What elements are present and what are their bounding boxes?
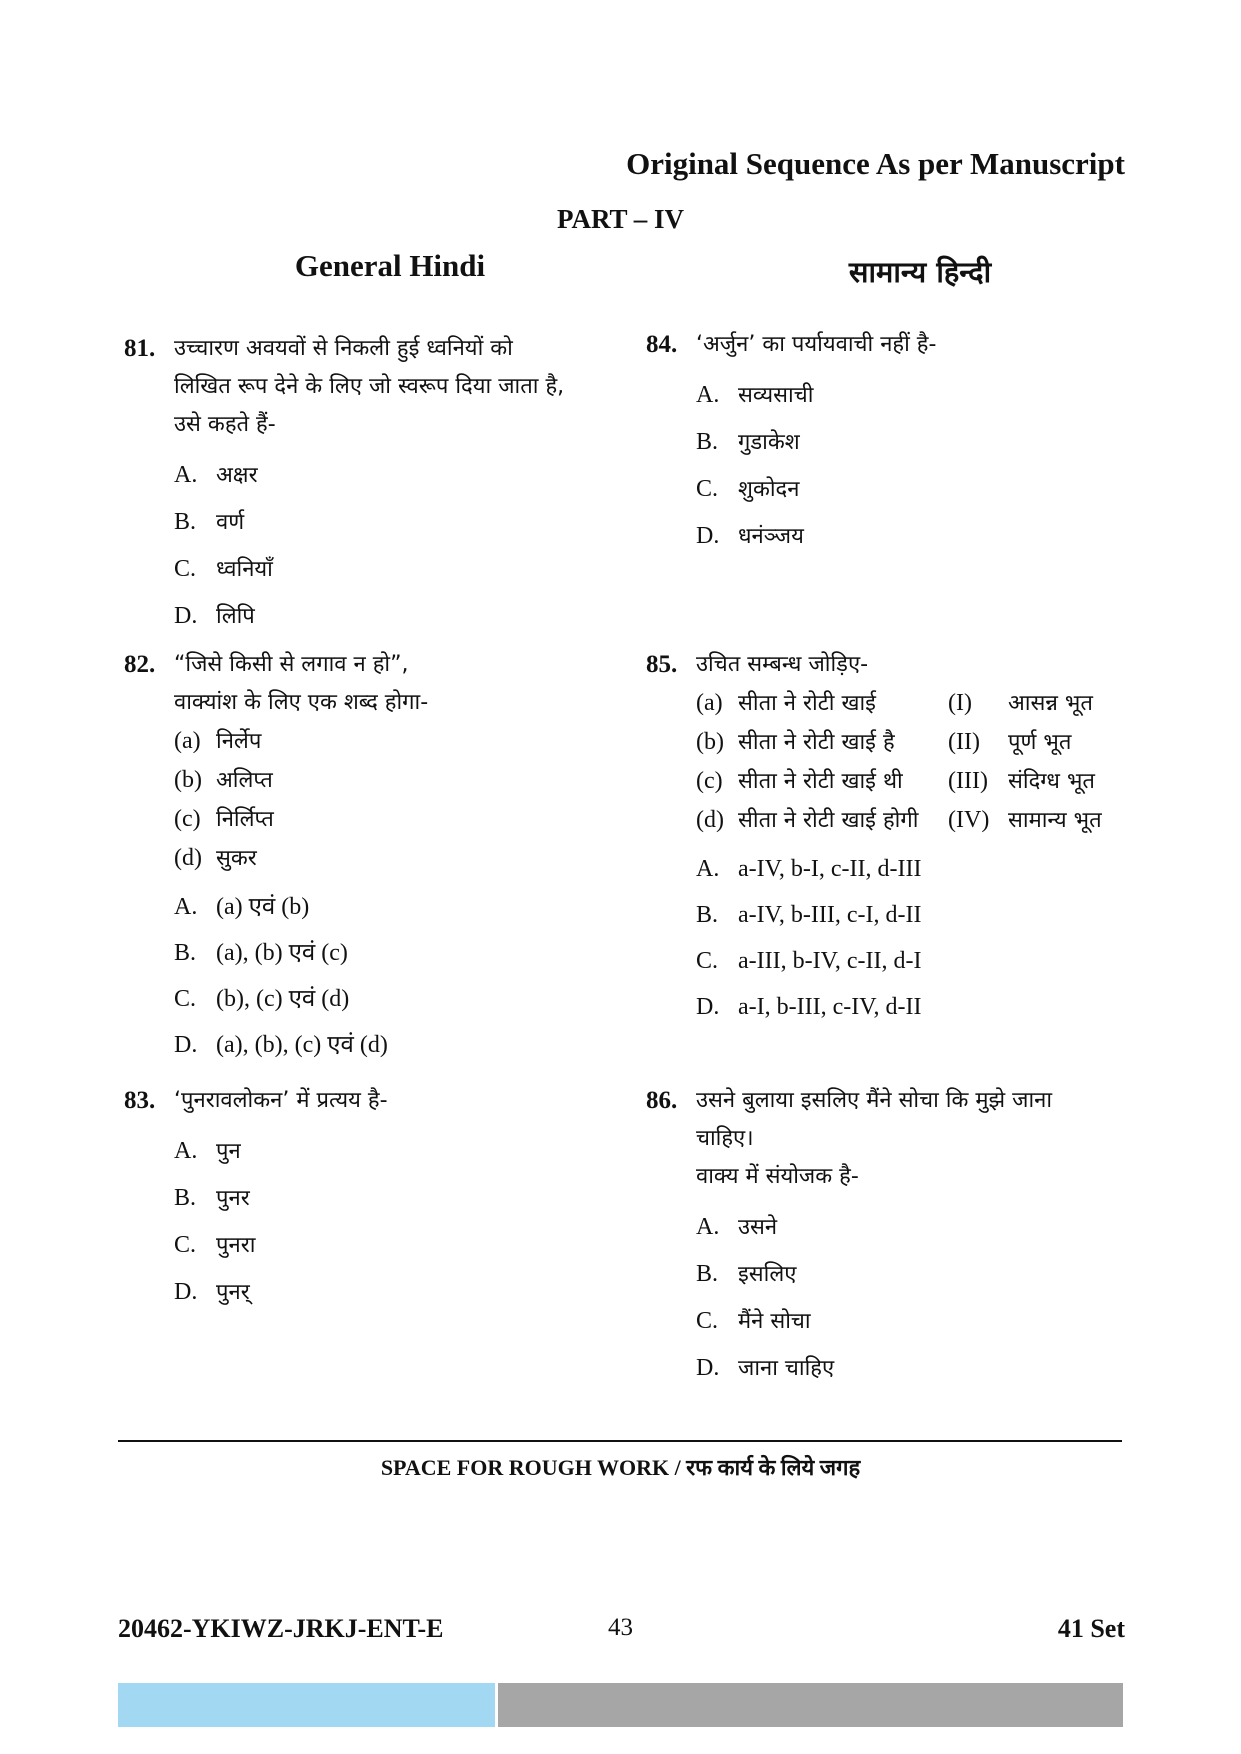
answer-option	[174, 1022, 624, 1068]
option-label: B.	[174, 509, 197, 535]
answer-option	[174, 499, 624, 546]
option-label: A.	[696, 1214, 720, 1240]
option-text: इसलिए	[738, 1262, 797, 1287]
divider-line	[118, 1440, 1122, 1442]
option-label: D.	[696, 994, 720, 1020]
option-text: पुनर्	[216, 1280, 250, 1305]
question-item	[174, 800, 624, 839]
item-text: निर्लिप्त	[216, 807, 274, 832]
question-stem-line: उचित सम्बन्ध जोड़िए-	[696, 652, 869, 677]
pair-tense: आसन्न भूत	[1008, 691, 1093, 716]
option-label: C.	[696, 948, 719, 974]
option-label: C.	[696, 1308, 719, 1334]
option-label: A.	[174, 1138, 198, 1164]
question-85	[646, 646, 1126, 1030]
pair-roman: (I)	[948, 690, 972, 716]
option-text: उसने	[738, 1215, 778, 1240]
question-number: 86.	[646, 1087, 678, 1114]
pair-sentence: सीता ने रोटी खाई है	[738, 730, 895, 755]
question-82	[124, 646, 624, 1068]
answer-option	[696, 1298, 1126, 1345]
question-stem-line: वाक्य में संयोजक है-	[696, 1164, 859, 1189]
pair-tense: संदिग्ध भूत	[1008, 769, 1095, 794]
option-label: D.	[696, 1355, 720, 1381]
question-item	[174, 839, 624, 878]
answer-option	[696, 1251, 1126, 1298]
answer-option	[696, 846, 1126, 892]
item-label: (a)	[174, 728, 201, 754]
match-pair-row	[696, 801, 1126, 840]
option-label: A.	[174, 462, 198, 488]
match-pair-row	[696, 723, 1126, 762]
answer-option	[174, 593, 624, 640]
option-label: C.	[174, 556, 197, 582]
question-stem-line: वाक्यांश के लिए एक शब्द होगा-	[174, 690, 429, 715]
question-stem-line: “जिसे किसी से लगाव न हो”,	[174, 652, 409, 677]
item-text: अलिप्त	[216, 768, 273, 793]
answer-option	[174, 976, 624, 1022]
section-title-hindi: सामान्य हिन्दी	[848, 255, 992, 289]
pair-roman: (IV)	[948, 807, 990, 833]
item-label: (c)	[174, 806, 201, 832]
question-stem-line: चाहिए।	[696, 1126, 754, 1151]
option-text: शुकोदन	[738, 477, 800, 502]
pair-label: (c)	[696, 768, 723, 794]
answer-option	[174, 1222, 624, 1269]
answer-option	[174, 1269, 624, 1316]
question-stem-line: ‘पुनरावलोकन’ में प्रत्यय है-	[174, 1088, 388, 1113]
option-text: जाना चाहिए	[738, 1356, 835, 1381]
match-pair-row	[696, 762, 1126, 801]
option-text: गुडाकेश	[738, 430, 800, 455]
answer-option	[174, 930, 624, 976]
footer-bar-gray	[498, 1683, 1123, 1727]
paper-code: 20462-YKIWZ-JRKJ-ENT-E	[118, 1614, 444, 1643]
question-stem-line: उसे कहते हैं-	[174, 412, 276, 437]
question-84	[646, 326, 1126, 560]
answer-option	[696, 984, 1126, 1030]
answer-option	[174, 1128, 624, 1175]
pair-tense: पूर्ण भूत	[1008, 730, 1072, 755]
option-label: B.	[696, 1261, 719, 1287]
option-text: वर्ण	[216, 510, 245, 535]
answer-option	[696, 1204, 1126, 1251]
footer-bar-blue	[118, 1683, 495, 1727]
option-text: a-IV, b-III, c-I, d-II	[738, 902, 922, 928]
item-text: सुकर	[216, 846, 257, 871]
item-label: (d)	[174, 845, 202, 871]
answer-option	[696, 513, 1126, 560]
option-text: लिपि	[216, 604, 255, 629]
pair-sentence: सीता ने रोटी खाई	[738, 691, 876, 716]
option-label: C.	[174, 1232, 197, 1258]
question-stem-line: लिखित रूप देने के लिए जो स्वरूप दिया जाता है,	[174, 374, 565, 399]
question-83	[124, 1082, 624, 1316]
answer-option	[174, 452, 624, 499]
answer-option	[696, 892, 1126, 938]
option-text: ध्वनियाँ	[216, 557, 273, 582]
header-title: Original Sequence As per Manuscript	[626, 146, 1125, 181]
answer-option	[696, 466, 1126, 513]
option-label: B.	[174, 940, 197, 966]
rough-work-label: SPACE FOR ROUGH WORK / रफ कार्य के लिये जगह	[380, 1455, 861, 1480]
answer-option	[696, 1345, 1126, 1392]
option-text: सव्यसाची	[738, 383, 814, 408]
option-text: (a), (b), (c) एवं (d)	[216, 1032, 388, 1058]
option-label: B.	[696, 902, 719, 928]
match-pair-row	[696, 684, 1126, 723]
option-label: D.	[174, 603, 198, 629]
pair-tense: सामान्य भूत	[1008, 808, 1102, 833]
option-text: मैंने सोचा	[738, 1309, 811, 1334]
part-heading: PART – IV	[556, 204, 685, 234]
option-text: (a) एवं (b)	[216, 894, 310, 920]
pair-label: (a)	[696, 690, 723, 716]
question-number: 84.	[646, 331, 678, 358]
question-81	[124, 330, 624, 640]
answer-option	[174, 546, 624, 593]
item-label: (b)	[174, 767, 202, 793]
option-label: B.	[696, 429, 719, 455]
option-label: A.	[174, 894, 198, 920]
pair-roman: (III)	[948, 768, 988, 794]
question-stem-line: उसने बुलाया इसलिए मैंने सोचा कि मुझे जाना	[696, 1088, 1053, 1113]
question-number: 81.	[124, 335, 156, 362]
pair-roman: (II)	[948, 729, 980, 755]
question-item	[174, 761, 624, 800]
option-label: A.	[696, 382, 720, 408]
answer-option	[696, 938, 1126, 984]
option-label: D.	[696, 523, 720, 549]
question-number: 85.	[646, 651, 678, 678]
option-label: D.	[174, 1032, 198, 1058]
answer-option	[696, 372, 1126, 419]
answer-option	[174, 1175, 624, 1222]
option-text: पुन	[216, 1139, 241, 1164]
option-text: a-III, b-IV, c-II, d-I	[738, 948, 922, 974]
option-text: पुनर	[216, 1186, 250, 1211]
option-text: (b), (c) एवं (d)	[216, 986, 350, 1012]
section-title-english: General Hindi	[294, 248, 486, 283]
option-text: पुनरा	[216, 1233, 256, 1258]
option-text: धनंञ्जय	[738, 524, 804, 549]
pair-label: (d)	[696, 807, 724, 833]
answer-option	[696, 419, 1126, 466]
option-text: a-IV, b-I, c-II, d-III	[738, 856, 922, 882]
question-number: 83.	[124, 1087, 156, 1114]
set-label: 41 Set	[1057, 1614, 1125, 1643]
option-text: अक्षर	[216, 463, 258, 488]
option-label: B.	[174, 1185, 197, 1211]
option-label: C.	[696, 476, 719, 502]
answer-option	[174, 884, 624, 930]
option-label: D.	[174, 1279, 198, 1305]
question-86	[646, 1082, 1126, 1392]
pair-label: (b)	[696, 729, 724, 755]
option-text: (a), (b) एवं (c)	[216, 940, 348, 966]
question-stem-line: ‘अर्जुन’ का पर्यायवाची नहीं है-	[696, 332, 937, 357]
pair-sentence: सीता ने रोटी खाई थी	[738, 769, 903, 794]
option-label: A.	[696, 856, 720, 882]
option-label: C.	[174, 986, 197, 1012]
pair-sentence: सीता ने रोटी खाई होगी	[738, 808, 919, 833]
question-stem-line: उच्चारण अवयवों से निकली हुई ध्वनियों को	[174, 336, 513, 361]
page-number: 43	[608, 1614, 633, 1641]
option-text: a-I, b-III, c-IV, d-II	[738, 994, 922, 1020]
question-item	[174, 722, 624, 761]
item-text: निर्लेप	[216, 729, 262, 754]
question-number: 82.	[124, 651, 156, 678]
